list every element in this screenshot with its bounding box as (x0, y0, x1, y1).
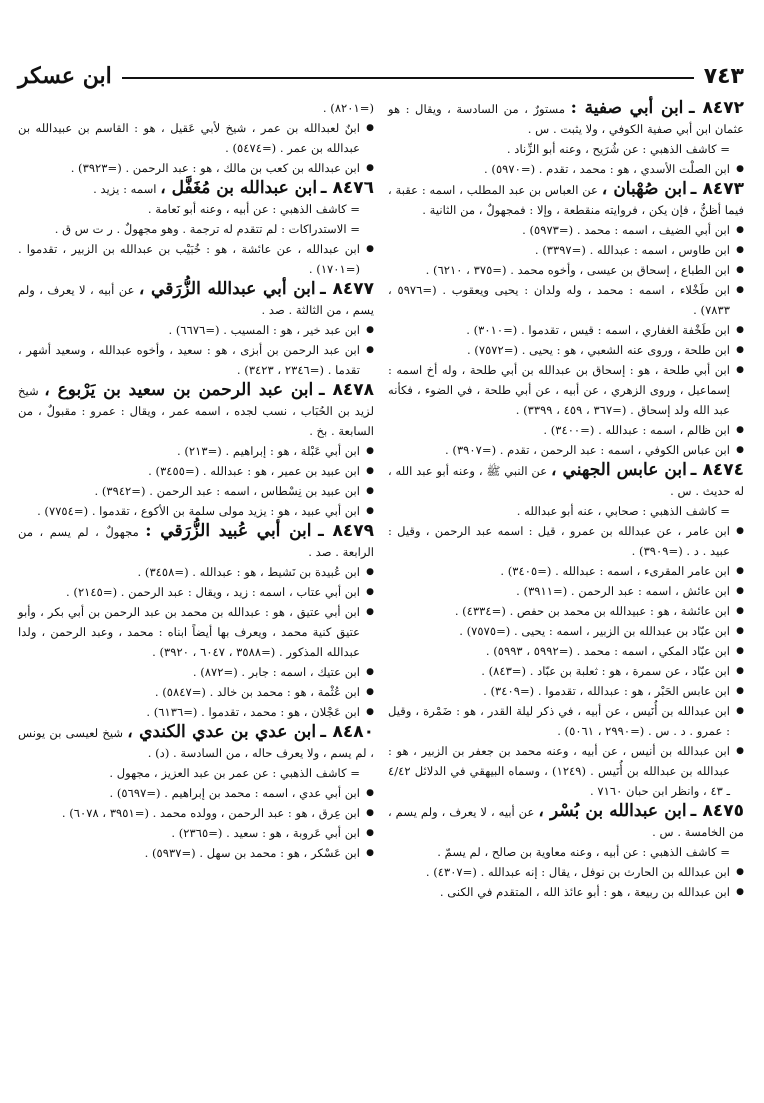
entry-text: شيخ لزيد بن الحُبَاب ، نسب لجده ، اسمه عمر ، ويقال : عمرو : مقبولٌ ، من السابعة . بخ . (18, 384, 374, 438)
entry-name: ابن صُهْبان ، (601, 179, 687, 199)
source-note: = كاشف الذهبي : عن شُرَيح ، وعنه أبو الزِّناد . (506, 142, 730, 156)
entry-number: ٨٤٧٣ ـ (690, 179, 745, 199)
cross-reference: ● ابن أبي عَبْلة ، هو : إبراهيم . (=٢١٣) . (18, 441, 374, 461)
entry-text: عن النبي ﷺ ، وعنه أبو عبد الله ، له حديث . س . (388, 464, 744, 498)
entry-heading (18, 722, 374, 763)
entry-text: عن أبيه ، لا يعرف ، ولم يسم ، من الثالثة . صد . (18, 283, 374, 317)
entry-name: ابن أبي عبدالله الزُّرَقي ، (138, 279, 316, 299)
cross-reference: ● ابن عبدالله بن كعب بن مالك ، هو : عبد الرحمن . (=٣٩٢٣) . (18, 158, 374, 178)
entry-text: عن أبيه ، لا يعرف ، ولم يسم ، من الخامسة . س . (388, 805, 744, 839)
cross-reference: ● ابن أبي طلحة ، هو : إسحاق بن عبدالله بن أبي طلحة ، وله أخ اسمه : إسماعيل ، وروى الزهري ، عن أبيه ، عن أبي طلحة ، في الضوء ، فكأنه عبد الله ولد إسحاق . (=٣٦٧ ، ٤٥٩ ، ٣٣٩٩) . (388, 360, 744, 420)
entry-number: ٨٤٧٩ ـ (317, 521, 374, 541)
entry-heading (388, 460, 744, 501)
continued-text: (=٨٢٠١) . (322, 101, 374, 115)
entry-name: ابن عبدالله بن مُغَفَّل ، (160, 178, 318, 198)
entry-heading (18, 380, 374, 441)
text-columns (18, 98, 744, 902)
entry-number: ٨٤٧٢ ـ (688, 98, 744, 118)
running-title: ابن عسكر (18, 63, 112, 89)
cross-reference: ● ابن عَسْكر ، هو : محمد بن سهل . (=٥٩٣٧) . (18, 843, 374, 863)
left-column (18, 98, 374, 902)
cross-reference: ● ابن عبدالله بن أُنَيس ، عن أبيه ، في ذكر ليلة القدر ، هو : ضَمْرة ، وقيل : عمرو . د . س . (=٢٩٩٠ ، ٥٠٦١) . (388, 701, 744, 741)
entry-number: ٨٤٨٠ ـ (320, 722, 374, 742)
cross-reference: ● ابن عِرق ، هو : عبد الرحمن ، وولده محمد . (=٣٩٥١ ، ٦٠٧٨) . (18, 803, 374, 823)
cross-reference: ● ابن عائش ، اسمه : عبد الرحمن . (=٣٩١١) . (388, 581, 744, 601)
cross-reference: ● ابن عامر ، عن عبدالله بن عمرو ، قيل : اسمه عبد الرحمن ، وقيل : عبيد . د . (=٣٩٠٩) . (388, 521, 744, 561)
cross-reference: ● ابن أبي عتاب ، اسمه : زيد ، ويقال : عبد الرحمن . (=٢١٤٥) . (18, 582, 374, 602)
entry-heading (388, 179, 744, 220)
source-note: = كاشف الذهبي : عن أبيه ، وعنه معاوية بن صالح ، لم يسمّ . (437, 845, 730, 859)
running-head (18, 62, 744, 90)
cross-reference: ● ابن عائشة ، هو : عبيدالله بن محمد بن حفص . (=٤٣٣٤) . (388, 601, 744, 621)
entry-text: عن العباس بن عبد المطلب ، اسمه : عقبة ، فيما أظنُّ ، فإن يكن ، فروايته منقطعة ، وإلا : فمجهولٌ ، من الثانية . (388, 183, 744, 217)
cross-reference: ● ابن عَجْلان ، هو : محمد ، تقدموا . (=٦١٣٦) . (18, 702, 374, 722)
entry-number: ٨٤٧٤ ـ (690, 460, 745, 480)
cross-reference: ● ابنٌ لعبدالله بن عمر ، شيخ لأبي عَقيل ، هو : القاسم بن عبيدالله بن عبدالله بن عمر . (=٥٤٧٤) . (18, 118, 374, 158)
source-note: = كاشف الذهبي : عن أبيه ، وعنه أبو نَعامة . (147, 202, 360, 216)
entry-name: ابن عبد الرحمن بن سعيد بن يَرْبوع ، (44, 380, 314, 400)
cross-reference: ● ابن أبي عدي ، اسمه : محمد بن إبراهيم . (=٥٦٩٧) . (18, 783, 374, 803)
cross-reference: ● ابن عامر المقرىء ، اسمه : عبدالله . (=٣٤٠٥) . (388, 561, 744, 581)
cross-reference: ● ابن الصلْت الأسدي ، هو : محمد ، تقدم . (=٥٩٧٠) . (388, 159, 744, 179)
entry-name: ابن عدي بن عدي الكندي ، (127, 722, 317, 742)
entry-text: مجهولٌ ، لم يسم ، من الرابعة . صد . (18, 525, 374, 559)
cross-reference: ● ابن عباس الكوفي ، اسمه : عبد الرحمن ، تقدم . (=٣٩٠٧) . (388, 440, 744, 460)
entry-number: ٨٤٧٨ ـ (318, 380, 375, 400)
cross-reference: ● ابن عبّاد بن عبدالله بن الزبير ، اسمه : يحيى . (=٧٥٧٥) . (388, 621, 744, 641)
cross-reference: ● ابن عابس الحَبْر ، هو : عبدالله ، تقدموا . (=٣٤٠٩) . (388, 681, 744, 701)
entry-name: ابن عابس الجهني ، (551, 460, 687, 480)
cross-reference: ● ابن طَخْلاء ، اسمه : محمد ، وله ولدان : يحيى ويعقوب . (=٥٩٧٦ ، ٧٨٣٣) . (388, 280, 744, 320)
source-note: = كاشف الذهبي : عن عمر بن عبد العزيز ، مجهول . (109, 766, 360, 780)
entry-number: ٨٤٧٦ ـ (320, 178, 374, 198)
cross-reference: ● ابن الطباع ، إسحاق بن عيسى ، وأخوه محمد . (=٣٧٥ ، ٦٢١٠) . (388, 260, 744, 280)
cross-reference: ● ابن عبّاد المكي ، اسمه : محمد . (=٥٩٩٢ ، ٥٩٩٣) . (388, 641, 744, 661)
entry-number: ٨٤٧٥ ـ (690, 801, 745, 821)
cross-reference: ● ابن عبدالله بن أنيس ، عن أبيه ، وعنه محمد بن جعفر بن الزبير ، هو : عبدالله بن عبدالله بن أُنَيس . (١٢٤٩) ، وسماه البيهقي في الدلائل ٤/٤٢ ـ ٤٣ ، وانظر ابن حبان ٧١٦٠ . (388, 741, 744, 801)
entry-heading (18, 521, 374, 562)
cross-reference: ● ابن طلحة ، وروى عنه الشعبي ، هو : يحيى . (=٧٥٧٢) . (388, 340, 744, 360)
cross-reference: ● ابن طاوس ، اسمه : عبدالله . (=٣٣٩٧) . (388, 240, 744, 260)
entry-heading (388, 98, 744, 139)
entry-name: ابن عبدالله بن بُسْر ، (538, 801, 687, 821)
page-number: ٧٤٣ (703, 63, 744, 89)
entry-text: شيخ لعيسى بن يونس ، لم يسم ، ولا يعرف حاله ، من السادسة . (د) . (18, 726, 374, 760)
cross-reference: ● ابن عبيد بن عمير ، هو : عبدالله . (=٣٤٥٥) . (18, 461, 374, 481)
cross-reference: ● ابن عبّاد ، عن سمرة ، هو : ثعلبة بن عبّاد . (=٨٤٣) . (388, 661, 744, 681)
header-rule (122, 77, 694, 79)
entry-heading (18, 178, 374, 199)
entry-name: ابن أبي صفية : (570, 98, 684, 118)
entry-name: ابن أبي عُبيد الزُّرَقي : (145, 521, 312, 541)
cross-reference: ● ابن عبدالله بن الحارث بن نوفل ، يقال : إنه عبدالله . (=٤٣٠٧) . (388, 862, 744, 882)
cross-reference: ● ابن عبدالله بن ربيعة ، هو : أبو عائذ الله ، المتقدم في الكنى . (388, 882, 744, 902)
cross-reference: ● ابن أبي عتيق ، هو : عبدالله بن محمد بن عبد الرحمن بن أبي بكر ، وأبو عتيق كنية محمد ، ويعرف بها أيضاً ابناه : محمد ، وعبد الرحمن ، ولدا عبدالله المذكور . (=٣٥٨٨ ، ٦٠٤٧ ، ٣٩٢٠) . (18, 602, 374, 662)
cross-reference: ● ابن عبدالله ، عن عائشة ، هو : خُبَيْب بن عبدالله بن الزبير ، تقدموا . (=١٧٠١) . (18, 239, 374, 279)
source-note: = كاشف الذهبي : صحابي ، عنه أبو عبدالله . (516, 504, 730, 518)
entry-number: ٨٤٧٧ ـ (320, 279, 374, 299)
entry-text: اسمه : يزيد . (93, 182, 157, 196)
entry-heading (18, 279, 374, 320)
entry-text: مستورٌ ، من السادسة ، ويقال : هو عثمان ابن أبي صفية الكوفي ، ولا يثبت . س . (388, 102, 744, 136)
source-note: = الاستدراكات : لم تتقدم له ترجمة . وهو مجهولٌ . ر ت س ق . (54, 222, 360, 236)
cross-reference: ● ابن أبي الضيف ، اسمه : محمد . (=٥٩٧٣) . (388, 220, 744, 240)
cross-reference: ● ابن طَخْفة الغفاري ، اسمه : قيس ، تقدموا . (=٣٠١٠) . (388, 320, 744, 340)
cross-reference: ● ابن عبد خير ، هو : المسيب . (=٦٦٧٦) . (18, 320, 374, 340)
cross-reference: ● ابن ظالم ، اسمه : عبدالله . (=٣٤٠٠) . (388, 420, 744, 440)
entry-heading (388, 801, 744, 842)
right-column (388, 98, 744, 902)
cross-reference: ● ابن عبيد بن نِسْطاس ، اسمه : عبد الرحمن . (=٣٩٤٢) . (18, 481, 374, 501)
cross-reference: ● ابن أبي عبيد ، هو : يزيد مولى سلمة بن الأكوع ، تقدموا . (=٧٧٥٤) . (18, 501, 374, 521)
cross-reference: ● ابن عُبيدة بن نَشيط ، هو : عبدالله . (=٣٤٥٨) . (18, 562, 374, 582)
cross-reference: ● ابن أبي عَروبة ، هو : سعيد . (=٢٣٦٥) . (18, 823, 374, 843)
cross-reference: ● ابن عتيك ، اسمه : جابر . (=٨٧٢) . (18, 662, 374, 682)
cross-reference: ● ابن عبد الرحمن بن أبزى ، هو : سعيد ، وأخوه عبدالله ، وسعيد أشهر ، تقدما . (=٢٣٤٦ ، ٣٤٢٣) . (18, 340, 374, 380)
cross-reference: ● ابن عُثْمة ، هو : محمد بن خالد . (=٥٨٤٧) . (18, 682, 374, 702)
